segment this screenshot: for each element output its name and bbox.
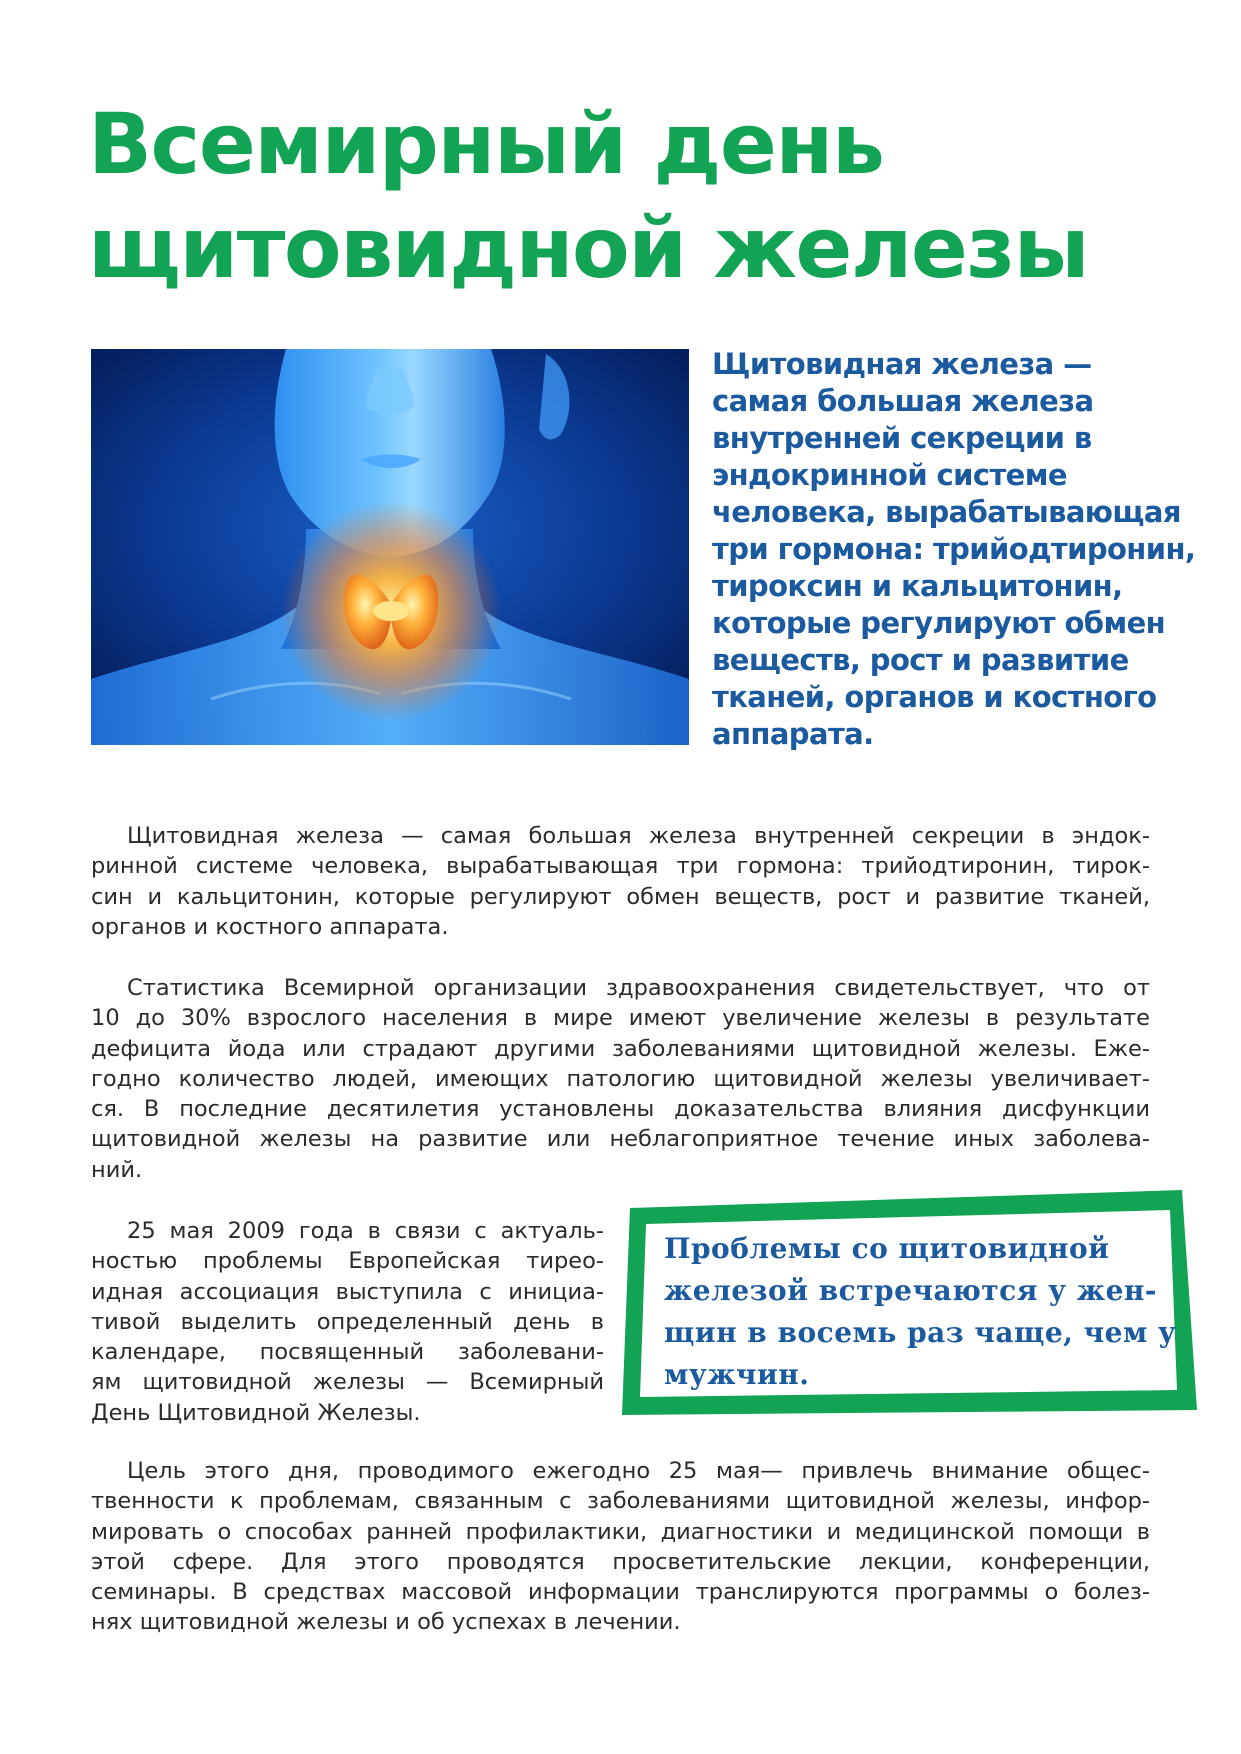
text-line: семинары. В средствах массовой информации транслируются программы о болез- [91,1579,1150,1606]
callout-box [622,1190,1197,1415]
text-line: тивой выделить определенный день в [91,1308,604,1335]
lead-line: человека, вырабатывающая [712,495,1181,529]
text-line: этой сфере. Для этого проводятся просветительские лекции, конференции, [91,1548,1150,1575]
lead-line: эндокринной системе [712,458,1067,492]
text-line: идная ассоциация выступила с инициа- [91,1278,604,1305]
paragraph-statistics [91,973,1150,1185]
lead-line: которые регулируют обмен [712,606,1166,640]
callout-text [664,1228,1177,1396]
lead-line: веществ, рост и развитие [712,643,1129,677]
paragraph-history [91,1216,604,1428]
title-line-1: Всемирный день [88,95,884,193]
lead-line: самая большая железа [712,384,1094,418]
callout-line: щин в восемь раз чаще, чем у [664,1316,1177,1349]
lead-line: аппарата. [712,717,874,751]
lead-line: внутренней секреции в [712,421,1092,455]
text-line: органов и костного аппарата. [91,913,449,940]
text-line: нях щитовидной железы и об успехах в лечении. [91,1609,681,1636]
text-line: мировать о способах ранней профилактики, диагностики и медицинской помощи в [91,1518,1150,1545]
title-line-2: щитовидной железы [88,199,1089,297]
lead-line: тироксин и кальцитонин, [712,569,1123,603]
text-line: щитовидной железы на развитие или неблагоприятное течение иных заболева- [91,1126,1150,1153]
text-line: День Щитовидной Железы. [91,1399,421,1426]
paragraph-definition [91,821,1150,942]
text-line: твенности к проблемам, связанным с заболеваниями щитовидной железы, инфор- [91,1488,1150,1515]
text-line: 10 до 30% взрослого населения в мире имеют увеличение железы в результате [91,1005,1150,1032]
text-line: Щитовидная железа — самая большая железа внутренней секреции в эндок- [127,823,1150,849]
lead-summary [712,346,1196,753]
lead-line: три гормона: трийодтиронин, [712,532,1196,566]
paragraph-purpose [91,1456,1150,1638]
callout-line: железой встречаются у жен- [664,1274,1158,1307]
thyroid-illustration [91,349,689,745]
text-line: ринной системе человека, вырабатывающая три гормона: трийодтиронин, тирок- [91,853,1150,880]
text-line: календаре, посвященный заболевани- [91,1339,604,1366]
lead-line: Щитовидная железа — [712,347,1092,381]
text-line: 25 мая 2009 года в связи с актуаль- [127,1218,604,1244]
page-title [88,92,1188,300]
callout-line: мужчин. [664,1358,810,1391]
text-line: ностью проблемы Европейская тирео- [91,1248,604,1275]
text-line: син и кальцитонин, которые регулируют обмен веществ, рост и развитие тканей, [91,883,1150,910]
text-line: Статистика Всемирной организации здравоохранения свидетельствует, что от [127,975,1150,1001]
text-line: дефицита йода или страдают другими заболеваниями щитовидной железы. Еже- [91,1035,1150,1062]
text-line: ся. В последние десятилетия установлены доказательства влияния дисфункции [91,1096,1150,1123]
callout-line: Проблемы со щитовидной [664,1232,1110,1265]
text-line: годно количество людей, имеющих патологию щитовидной железы увеличивает- [91,1065,1150,1092]
text-line: ний. [91,1156,143,1183]
text-line: Цель этого дня, проводимого ежегодно 25 мая— привлечь внимание общес- [127,1458,1150,1484]
text-line: ям щитовидной железы — Всемирный [91,1369,604,1396]
lead-line: тканей, органов и костного [712,680,1157,714]
